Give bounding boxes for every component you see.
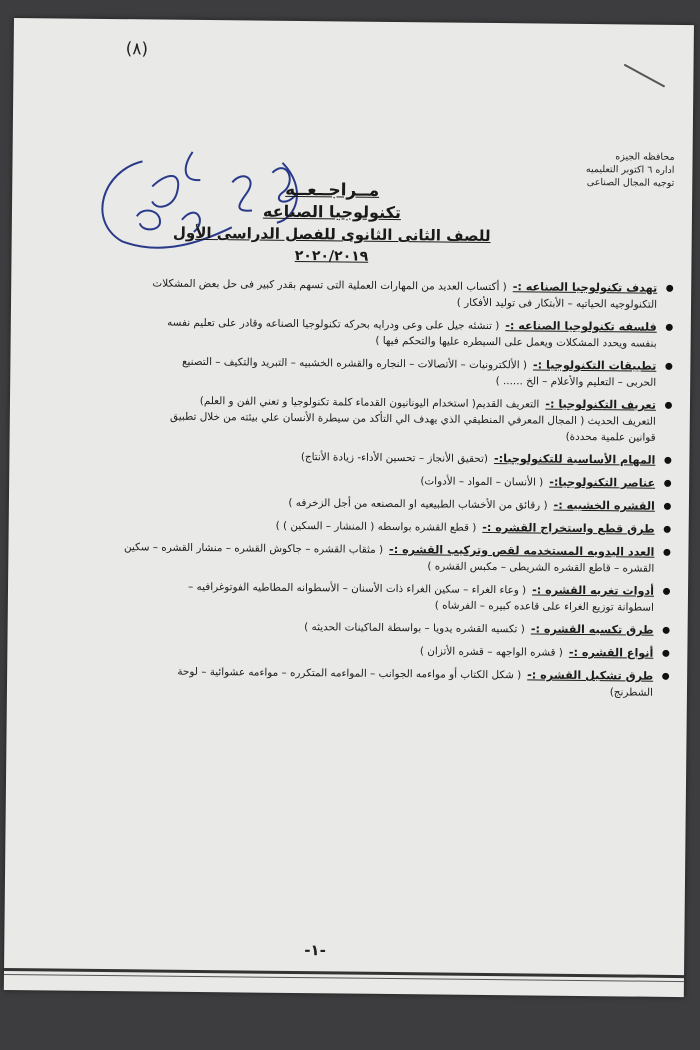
review-item xyxy=(38,616,670,639)
item-term: فلسفه تكنولوجيا الصناعه :- xyxy=(505,319,657,334)
item-text: ( الألكترونيات – الأتصالات – النجاره والقشره الخشبيه – التبريد والتكيف – التصنيع xyxy=(181,355,528,372)
item-continuation: القشره – قاطع القشره الشريطى – مكبس القشره ) xyxy=(427,560,655,575)
item-term: عناصر التكنولوجيا:- xyxy=(549,475,656,490)
item-term: أنواع القشره :- xyxy=(568,645,654,660)
item-continuation: التعريف الحديث ( المجال المعرفي المنطيقي الذي يهدف الي التأكد من سيطرة الأنسان علي بيئته من خلال تطبيق xyxy=(170,410,656,428)
item-continuation: قوانين علمية محددة) xyxy=(565,430,656,444)
bullet-icon xyxy=(664,503,671,510)
document-page xyxy=(4,18,694,997)
document-title xyxy=(171,178,492,269)
bullet-icon xyxy=(666,285,673,292)
corner-page-number: (٨) xyxy=(125,39,149,60)
item-continuation: الشطرنج) xyxy=(609,686,654,699)
item-text: ( تكسيه القشره يدويا – بواسطة الماكينات الحديثه ) xyxy=(304,621,525,636)
item-term: العدد اليدويه المستخدمه لقص وتركيب القشره :- xyxy=(389,542,655,559)
header-line-governorate: محافظه الجيزه xyxy=(615,151,675,163)
review-item xyxy=(37,639,669,662)
item-text: ( قشره الواجهه – قشره الأتزان ) xyxy=(419,645,563,659)
title-subject: تكنولوجيا الصناعه xyxy=(262,201,402,223)
item-term: المهام الأساسية للتكنولوجيا:- xyxy=(493,452,656,467)
bullet-icon xyxy=(664,526,671,533)
review-item xyxy=(39,446,671,469)
pen-mark xyxy=(624,64,665,88)
item-term: تطبيقات التكنولوجيا :- xyxy=(532,358,657,373)
review-item xyxy=(41,313,673,352)
bullet-icon xyxy=(663,588,670,595)
title-year: ٢٠٢٠/٢٠١٩ xyxy=(294,247,369,265)
item-term: القشره الخشبيه :- xyxy=(553,498,655,513)
bullet-icon xyxy=(666,324,673,331)
header-line-administration: اداره ٦ اكتوبر التعليميه xyxy=(585,163,675,176)
issuer-header xyxy=(586,150,675,190)
bullet-icon xyxy=(664,480,671,487)
item-term: طرق تكسيه القشره :- xyxy=(530,622,654,637)
review-item xyxy=(41,274,673,313)
review-item xyxy=(38,577,670,616)
item-term: أدوات تغريه القشره :- xyxy=(532,583,655,598)
review-item xyxy=(40,352,672,391)
item-continuation: اسطوانة توزيع الغراء على قاعده كبيره – الفرشاه ) xyxy=(434,599,654,614)
item-text: ( رقائق من الأخشاب الطبيعيه او المصنعه من أجل الزخرفه ) xyxy=(288,496,548,512)
bullet-icon xyxy=(662,673,669,680)
item-text: ( وعاء الغراء – سكين الغراء ذات الأسنان – الأسطوانه المطاطيه الفوتوغرافيه – xyxy=(188,580,527,597)
bullet-icon xyxy=(665,402,672,409)
review-item xyxy=(39,515,671,538)
title-grade-term: للصف الثانى الثانوى للفصل الدراسى الأول xyxy=(172,223,491,246)
review-item xyxy=(39,492,671,515)
item-text: ( قطع القشره بواسطه ( المنشار – السكين ) ) xyxy=(275,519,477,534)
item-text: التعريف القديم( استخدام اليونانيون القدماء كلمة تكنولوجيا و تعني الفن و العلم) xyxy=(199,394,540,411)
item-continuation: بنفسه ويحدد المشكلات ويعمل على السيطره عليها والتحكم فيها ) xyxy=(375,334,657,350)
footer-page-number: -١- xyxy=(304,941,326,960)
header-line-department: توجيه المجال الصناعى xyxy=(586,177,675,189)
item-term: تعريف التكنولوجيا :- xyxy=(545,397,657,412)
bullet-icon xyxy=(662,650,669,657)
item-term: طرق قطع واستخراج القشره :- xyxy=(482,520,655,536)
item-text: ( تنشئه جيل على وعى ودرايه بحركه تكنولوجيا الصناعه وقادر على تعليم نفسه xyxy=(167,316,500,333)
bullet-icon xyxy=(663,549,670,556)
item-text: ( شكل الكتاب أو مواءمه الجوانب – المواءمه المتكرره – مواءمه عشوائية – لوحة xyxy=(177,665,522,682)
item-term: تهدف تكنولوجيا الصناعه :- xyxy=(512,280,658,295)
bullet-icon xyxy=(665,363,672,370)
review-items xyxy=(37,274,673,708)
item-text: ( الأنسان – المواد – الأدوات) xyxy=(420,475,544,489)
item-text: (تحقيق الأنجاز – تحسين الأداء- زيادة الأنتاج) xyxy=(300,451,489,465)
item-continuation: الحربى – التعليم والأعلام – الخ ...... ) xyxy=(495,375,657,389)
bullet-icon xyxy=(664,457,671,464)
item-continuation: التكنولوجيه الحياتيه – الأبتكار فى توليد الأفكار ) xyxy=(456,296,658,311)
review-item xyxy=(39,469,671,492)
review-item xyxy=(38,538,670,577)
item-text: ( مثقاب القشره – جاكوش القشره – منشار القشره – سكين xyxy=(123,541,384,556)
title-review: مــراجــعــه xyxy=(285,179,380,201)
item-term: طرق تشكيل القشره :- xyxy=(527,668,654,683)
review-item xyxy=(40,391,672,446)
bullet-icon xyxy=(663,627,670,634)
review-item xyxy=(37,662,669,701)
item-text: ( أكتساب العديد من المهارات العملية التى تسهم بقدر كبير فى حل بعض المشكلات xyxy=(152,277,507,294)
